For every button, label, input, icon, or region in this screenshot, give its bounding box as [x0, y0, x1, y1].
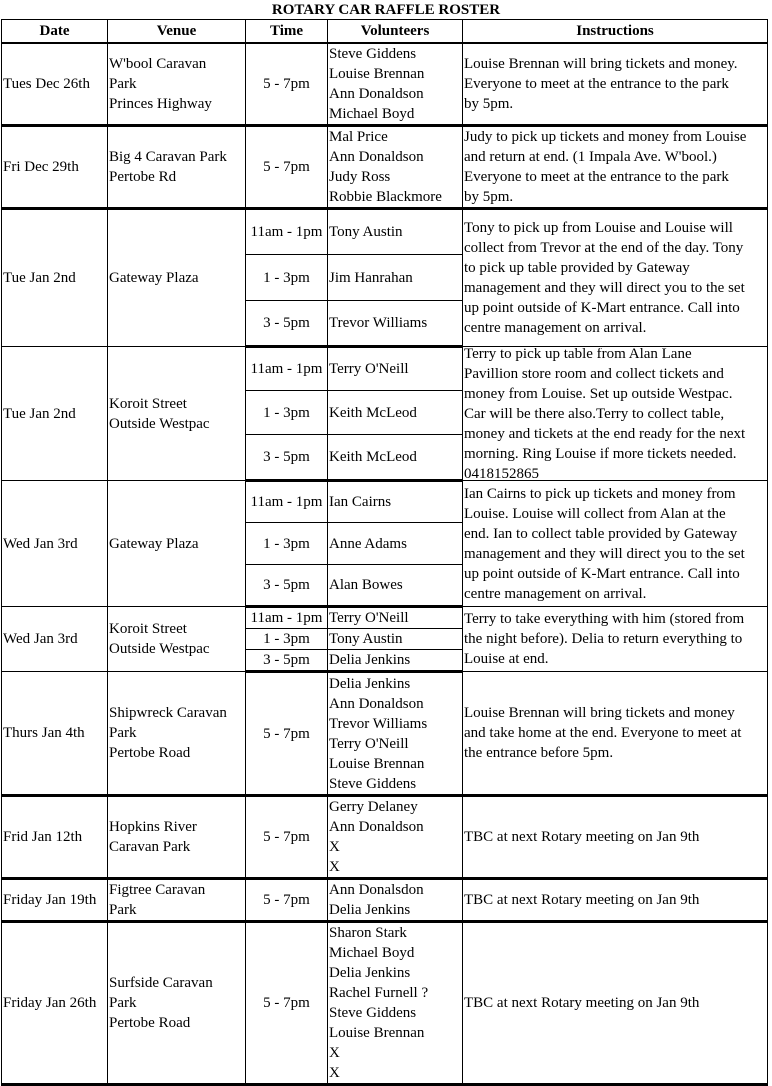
roster-row — [2, 43, 768, 126]
volunteer-name: Gerry Delaney — [329, 799, 418, 815]
slot-volunteer: Jim Hanrahan — [328, 255, 463, 301]
event-date: Friday Jan 19th — [2, 879, 108, 922]
instruction-line: up point outside of K-Mart entrance. Call into — [464, 565, 740, 582]
instruction-line: by 5pm. — [464, 189, 514, 205]
slot-time: 1 - 3pm — [246, 629, 328, 650]
event-venue — [108, 879, 246, 922]
volunteer-name: Louise Brennan — [329, 755, 425, 772]
instruction-line: Louise Brennan will bring tickets and money — [464, 705, 735, 721]
event-volunteers — [328, 672, 463, 796]
event-venue — [108, 796, 246, 879]
event-instructions — [463, 347, 768, 481]
event-instructions — [463, 43, 768, 126]
instruction-line: Everyone to meet at the entrance to the park — [464, 76, 729, 92]
event-venue — [108, 481, 246, 607]
venue-line: Gateway Plaza — [109, 270, 199, 286]
slot-volunteer: Keith McLeod — [328, 435, 463, 481]
roster-row — [2, 922, 768, 1085]
event-time: 5 - 7pm — [246, 879, 328, 922]
event-date: Friday Jan 26th — [2, 922, 108, 1085]
event-time: 5 - 7pm — [246, 796, 328, 879]
volunteer-name: Ann Donaldson — [329, 819, 424, 835]
header-venue: Venue — [108, 20, 246, 44]
venue-line: Park — [109, 902, 137, 918]
instruction-line: TBC at next Rotary meeting on Jan 9th — [464, 829, 700, 845]
slot-time: 11am - 1pm — [246, 607, 328, 629]
volunteer-name: Ann Donaldson — [329, 86, 424, 102]
instruction-line: Louise. Louise will collect from Alan at the — [464, 505, 726, 522]
slot-time: 11am - 1pm — [246, 209, 328, 255]
instruction-line: Tony to pick up from Louise and Louise will — [464, 220, 733, 236]
volunteer-name: Delia Jenkins — [329, 965, 411, 981]
slot-volunteer: Ian Cairns — [328, 481, 463, 523]
event-instructions — [463, 607, 768, 672]
slot-time: 1 - 3pm — [246, 523, 328, 565]
volunteer-name: Terry O'Neill — [329, 735, 409, 752]
instruction-line: TBC at next Rotary meeting on Jan 9th — [464, 892, 700, 908]
event-time: 5 - 7pm — [246, 43, 328, 126]
slot-time: 3 - 5pm — [246, 435, 328, 481]
volunteer-name: Rachel Furnell ? — [329, 985, 429, 1001]
roster-row — [2, 672, 768, 796]
venue-line: Princes Highway — [109, 96, 212, 112]
instruction-line: Ian Cairns to pick up tickets and money from — [464, 485, 736, 502]
instructions-text — [464, 348, 766, 480]
instruction-line: money from Louise. Set up outside Westpac. — [464, 385, 733, 402]
event-instructions — [463, 796, 768, 879]
venue-line: Hopkins River — [109, 819, 197, 835]
volunteer-name: Louise Brennan — [329, 66, 425, 82]
event-time: 5 - 7pm — [246, 126, 328, 209]
venue-line: Shipwreck Caravan — [109, 705, 227, 721]
event-date: Wed Jan 3rd — [2, 607, 108, 672]
slot-volunteer: Trevor Williams — [328, 301, 463, 347]
volunteer-name: Steve Giddens — [329, 46, 417, 62]
event-time: 5 - 7pm — [246, 672, 328, 796]
venue-line: Outside Westpac — [109, 641, 210, 657]
event-venue — [108, 126, 246, 209]
venue-line: Outside Westpac — [109, 415, 210, 432]
volunteer-name: Steve Giddens — [329, 1005, 417, 1021]
header-instructions: Instructions — [463, 20, 768, 44]
instruction-line: centre management on arrival. — [464, 585, 647, 602]
event-date: Wed Jan 3rd — [2, 481, 108, 607]
venue-line: Park — [109, 76, 137, 92]
event-volunteers — [328, 126, 463, 209]
instruction-line: Pavillion store room and collect tickets and — [464, 365, 724, 382]
page-title: ROTARY CAR RAFFLE ROSTER — [271, 2, 501, 18]
slot-time: 3 - 5pm — [246, 650, 328, 672]
venue-line: Caravan Park — [109, 839, 191, 855]
slot-volunteer: Anne Adams — [328, 523, 463, 565]
instruction-line: Judy to pick up tickets and money from Louise — [464, 129, 747, 145]
volunteer-name: Sharon Stark — [329, 925, 407, 941]
event-volunteers — [328, 43, 463, 126]
slot-time: 1 - 3pm — [246, 391, 328, 435]
volunteer-name: Louise Brennan — [329, 1025, 425, 1041]
venue-line: Pertobe Road — [109, 745, 191, 761]
roster-row — [2, 126, 768, 209]
instruction-line: and return at end. (1 Impala Ave. W'bool.) — [464, 149, 717, 165]
event-date: Tue Jan 2nd — [2, 347, 108, 481]
header-date: Date — [2, 20, 108, 44]
volunteer-name: Delia Jenkins — [329, 675, 411, 692]
event-date: Thurs Jan 4th — [2, 672, 108, 796]
venue-line: Koroit Street — [109, 395, 187, 412]
volunteer-name: Delia Jenkins — [329, 902, 411, 918]
instruction-line: money and tickets at the end ready for the next — [464, 425, 746, 442]
instruction-line: Terry to take everything with him (stored from — [464, 611, 745, 627]
event-date: Frid Jan 12th — [2, 796, 108, 879]
slot-time: 3 - 5pm — [246, 301, 328, 347]
volunteer-name: X — [329, 859, 340, 875]
instructions-text — [464, 482, 766, 606]
instruction-line: collect from Trevor at the end of the day. Tony — [464, 240, 744, 256]
event-venue — [108, 209, 246, 347]
event-date: Fri Dec 29th — [2, 126, 108, 209]
event-instructions — [463, 481, 768, 607]
instruction-line: management and they will direct you to the set — [464, 545, 745, 562]
slot-time: 1 - 3pm — [246, 255, 328, 301]
volunteer-name: Steve Giddens — [329, 775, 417, 792]
venue-line: Figtree Caravan — [109, 882, 206, 898]
volunteer-name: X — [329, 839, 340, 855]
event-instructions — [463, 126, 768, 209]
volunteer-name: Michael Boyd — [329, 945, 415, 961]
slot-time: 3 - 5pm — [246, 565, 328, 607]
volunteer-name: Michael Boyd — [329, 106, 415, 122]
event-date: Tues Dec 26th — [2, 43, 108, 126]
venue-line: Pertobe Rd — [109, 169, 177, 185]
event-venue — [108, 607, 246, 672]
instruction-line: the entrance before 5pm. — [464, 745, 614, 761]
slot-volunteer: Tony Austin — [328, 629, 463, 650]
slot-volunteer: Terry O'Neill — [328, 347, 463, 391]
event-venue — [108, 347, 246, 481]
event-volunteers — [328, 922, 463, 1085]
roster-row — [2, 796, 768, 879]
instruction-line: end. Ian to collect table provided by Gateway — [464, 525, 738, 542]
event-venue — [108, 672, 246, 796]
event-venue — [108, 922, 246, 1085]
instruction-line: by 5pm. — [464, 96, 514, 112]
venue-line: W'bool Caravan — [109, 56, 207, 72]
venue-line: Gateway Plaza — [109, 535, 199, 552]
volunteer-name: Trevor Williams — [329, 715, 428, 732]
venue-line: Big 4 Caravan Park — [109, 149, 227, 165]
roster-row — [2, 347, 768, 391]
instruction-line: Car will be there also.Terry to collect table, — [464, 405, 725, 422]
instruction-line: TBC at next Rotary meeting on Jan 9th — [464, 995, 700, 1011]
volunteer-name: Ann Donaldson — [329, 695, 424, 712]
slot-volunteer: Alan Bowes — [328, 565, 463, 607]
event-date: Tue Jan 2nd — [2, 209, 108, 347]
slot-volunteer: Keith McLeod — [328, 391, 463, 435]
instruction-line: Louise Brennan will bring tickets and money. — [464, 56, 738, 72]
event-volunteers — [328, 796, 463, 879]
roster-body — [2, 43, 768, 1085]
venue-line: Park — [109, 995, 137, 1011]
volunteer-name: Ann Donaldson — [329, 149, 424, 165]
event-instructions — [463, 922, 768, 1085]
volunteer-name: X — [329, 1045, 340, 1061]
header-row — [2, 20, 768, 44]
instruction-line: Terry to pick up table from Alan Lane — [464, 347, 692, 362]
instruction-line: centre management on arrival. — [464, 320, 647, 336]
venue-line: Koroit Street — [109, 621, 187, 637]
instruction-line: and take home at the end. Everyone to meet at — [464, 725, 742, 741]
header-time: Time — [246, 20, 328, 44]
instruction-line: management and they will direct you to the set — [464, 280, 745, 296]
slot-volunteer: Tony Austin — [328, 209, 463, 255]
instruction-line: the night before). Delia to return everything to — [464, 631, 743, 647]
roster-row — [2, 879, 768, 922]
event-instructions — [463, 879, 768, 922]
instructions-text — [464, 210, 766, 346]
roster-row — [2, 209, 768, 255]
venue-line: Pertobe Road — [109, 1015, 191, 1031]
instruction-line: Everyone to meet at the entrance to the park — [464, 169, 729, 185]
volunteer-name: Robbie Blackmore — [329, 189, 442, 205]
volunteer-name: Mal Price — [329, 129, 388, 145]
instructions-text — [464, 611, 766, 667]
slot-time: 11am - 1pm — [246, 347, 328, 391]
roster-row — [2, 607, 768, 629]
instruction-line: Louise at end. — [464, 651, 549, 667]
roster-row — [2, 481, 768, 523]
header-volunteers: Volunteers — [328, 20, 463, 44]
event-instructions — [463, 209, 768, 347]
volunteer-name: X — [329, 1065, 340, 1081]
instruction-line: to pick up table provided by Gateway — [464, 260, 690, 276]
volunteer-name: Ann Donalsdon — [329, 882, 424, 898]
event-volunteers — [328, 879, 463, 922]
instruction-line: up point outside of K-Mart entrance. Call into — [464, 300, 740, 316]
event-instructions — [463, 672, 768, 796]
instruction-line: morning. Ring Louise if more tickets needed. — [464, 445, 737, 462]
venue-line: Surfside Caravan — [109, 975, 213, 991]
volunteer-name: Judy Ross — [329, 169, 391, 185]
venue-line: Park — [109, 725, 137, 741]
slot-volunteer: Terry O'Neill — [328, 607, 463, 629]
event-venue — [108, 43, 246, 126]
roster-table — [1, 19, 768, 1086]
slot-volunteer: Delia Jenkins — [328, 650, 463, 672]
slot-time: 11am - 1pm — [246, 481, 328, 523]
instruction-line: 0418152865 — [464, 465, 539, 480]
event-time: 5 - 7pm — [246, 922, 328, 1085]
